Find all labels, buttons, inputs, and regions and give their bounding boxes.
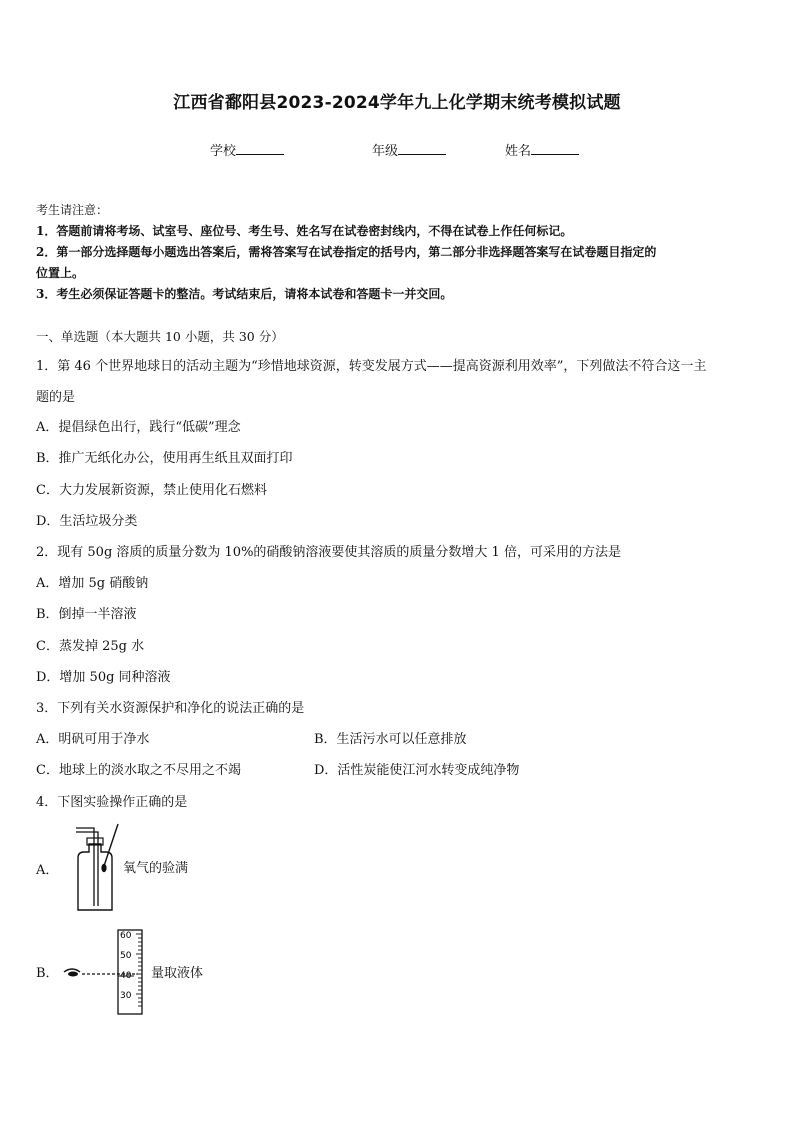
q2-option-b[interactable]: B．倒掉一半溶液	[36, 607, 137, 622]
q4-option-b-letter[interactable]: B．	[36, 966, 59, 981]
notice-block	[36, 200, 761, 305]
q3-stem: 3．下列有关水资源保护和净化的说法正确的是	[36, 701, 305, 716]
eye-icon	[64, 969, 80, 972]
q3-option-c[interactable]: C．地球上的淡水取之不尽用之不竭	[36, 763, 241, 778]
tick-label: 60	[120, 931, 132, 941]
q4-option-a-letter[interactable]: A．	[36, 863, 59, 878]
notice-heading: 考生请注意：	[36, 203, 109, 217]
school-blank[interactable]	[236, 142, 284, 155]
q3-option-d[interactable]: D．活性炭能使江河水转变成纯净物	[314, 763, 520, 778]
q1-option-c[interactable]: C．大力发展新资源，禁止使用化石燃料	[36, 483, 267, 498]
grade-label: 年级	[372, 144, 399, 159]
q4-option-b-caption: 量取液体	[151, 966, 204, 981]
page-title: 江西省鄱阳县2023-2024学年九上化学期末统考模拟试题	[173, 93, 621, 113]
notice-item: 位置上。	[36, 266, 85, 280]
grade-blank[interactable]	[398, 142, 446, 155]
q2-option-c[interactable]: C．蒸发掉 25g 水	[36, 639, 145, 654]
notice-item: 3．考生必须保证答题卡的整洁。考试结束后，请将本试卷和答题卡一并交回。	[36, 287, 453, 301]
school-field[interactable]	[210, 140, 284, 159]
q4-stem: 4．下图实验操作正确的是	[36, 795, 188, 810]
q1-option-b[interactable]: B．推广无纸化办公，使用再生纸且双面打印	[36, 451, 293, 466]
graduated-cylinder-figure	[60, 926, 152, 1018]
q4-option-a-caption: 氧气的验满	[123, 861, 189, 876]
q3-option-a[interactable]: A．明矾可用于净水	[36, 732, 150, 747]
notice-item: 1．答题前请将考场、试室号、座位号、考生号、姓名写在试卷密封线内，不得在试卷上作任何标记。	[36, 224, 573, 238]
name-field[interactable]	[505, 140, 579, 159]
grade-field[interactable]	[372, 140, 446, 159]
q1-stem-cont: 题的是	[36, 390, 76, 405]
q2-stem: 2．现有 50g 溶质的质量分数为 10%的硝酸钠溶液要使其溶质的质量分数增大 1 倍，可采用的方法是	[36, 545, 621, 560]
section-title: 一、单选题（本大题共 10 小题，共 30 分）	[36, 329, 284, 344]
notice-item: 2．第一部分选择题每小题选出答案后，需将答案写在试卷指定的括号内，第二部分非选择题答案写在试卷题目指定的	[36, 245, 657, 259]
q1-option-d[interactable]: D．生活垃圾分类	[36, 514, 138, 529]
q1-stem: 1．第 46 个世界地球日的活动主题为“珍惜地球资源，转变发展方式——提高资源利用效率”，下列做法不符合这一主	[36, 359, 707, 374]
school-label: 学校	[210, 144, 237, 159]
tick-label: 40	[120, 971, 132, 981]
name-label: 姓名	[505, 144, 532, 159]
tick-label: 50	[120, 951, 132, 961]
q3-option-b[interactable]: B．生活污水可以任意排放	[314, 732, 467, 747]
q1-option-a[interactable]: A．提倡绿色出行，践行“低碳”理念	[36, 420, 241, 435]
name-blank[interactable]	[531, 142, 579, 155]
q2-option-a[interactable]: A．增加 5g 硝酸钠	[36, 576, 149, 591]
tick-label: 30	[120, 991, 132, 1001]
q2-option-d[interactable]: D．增加 50g 同种溶液	[36, 670, 171, 685]
gas-bottle-figure	[68, 822, 124, 914]
